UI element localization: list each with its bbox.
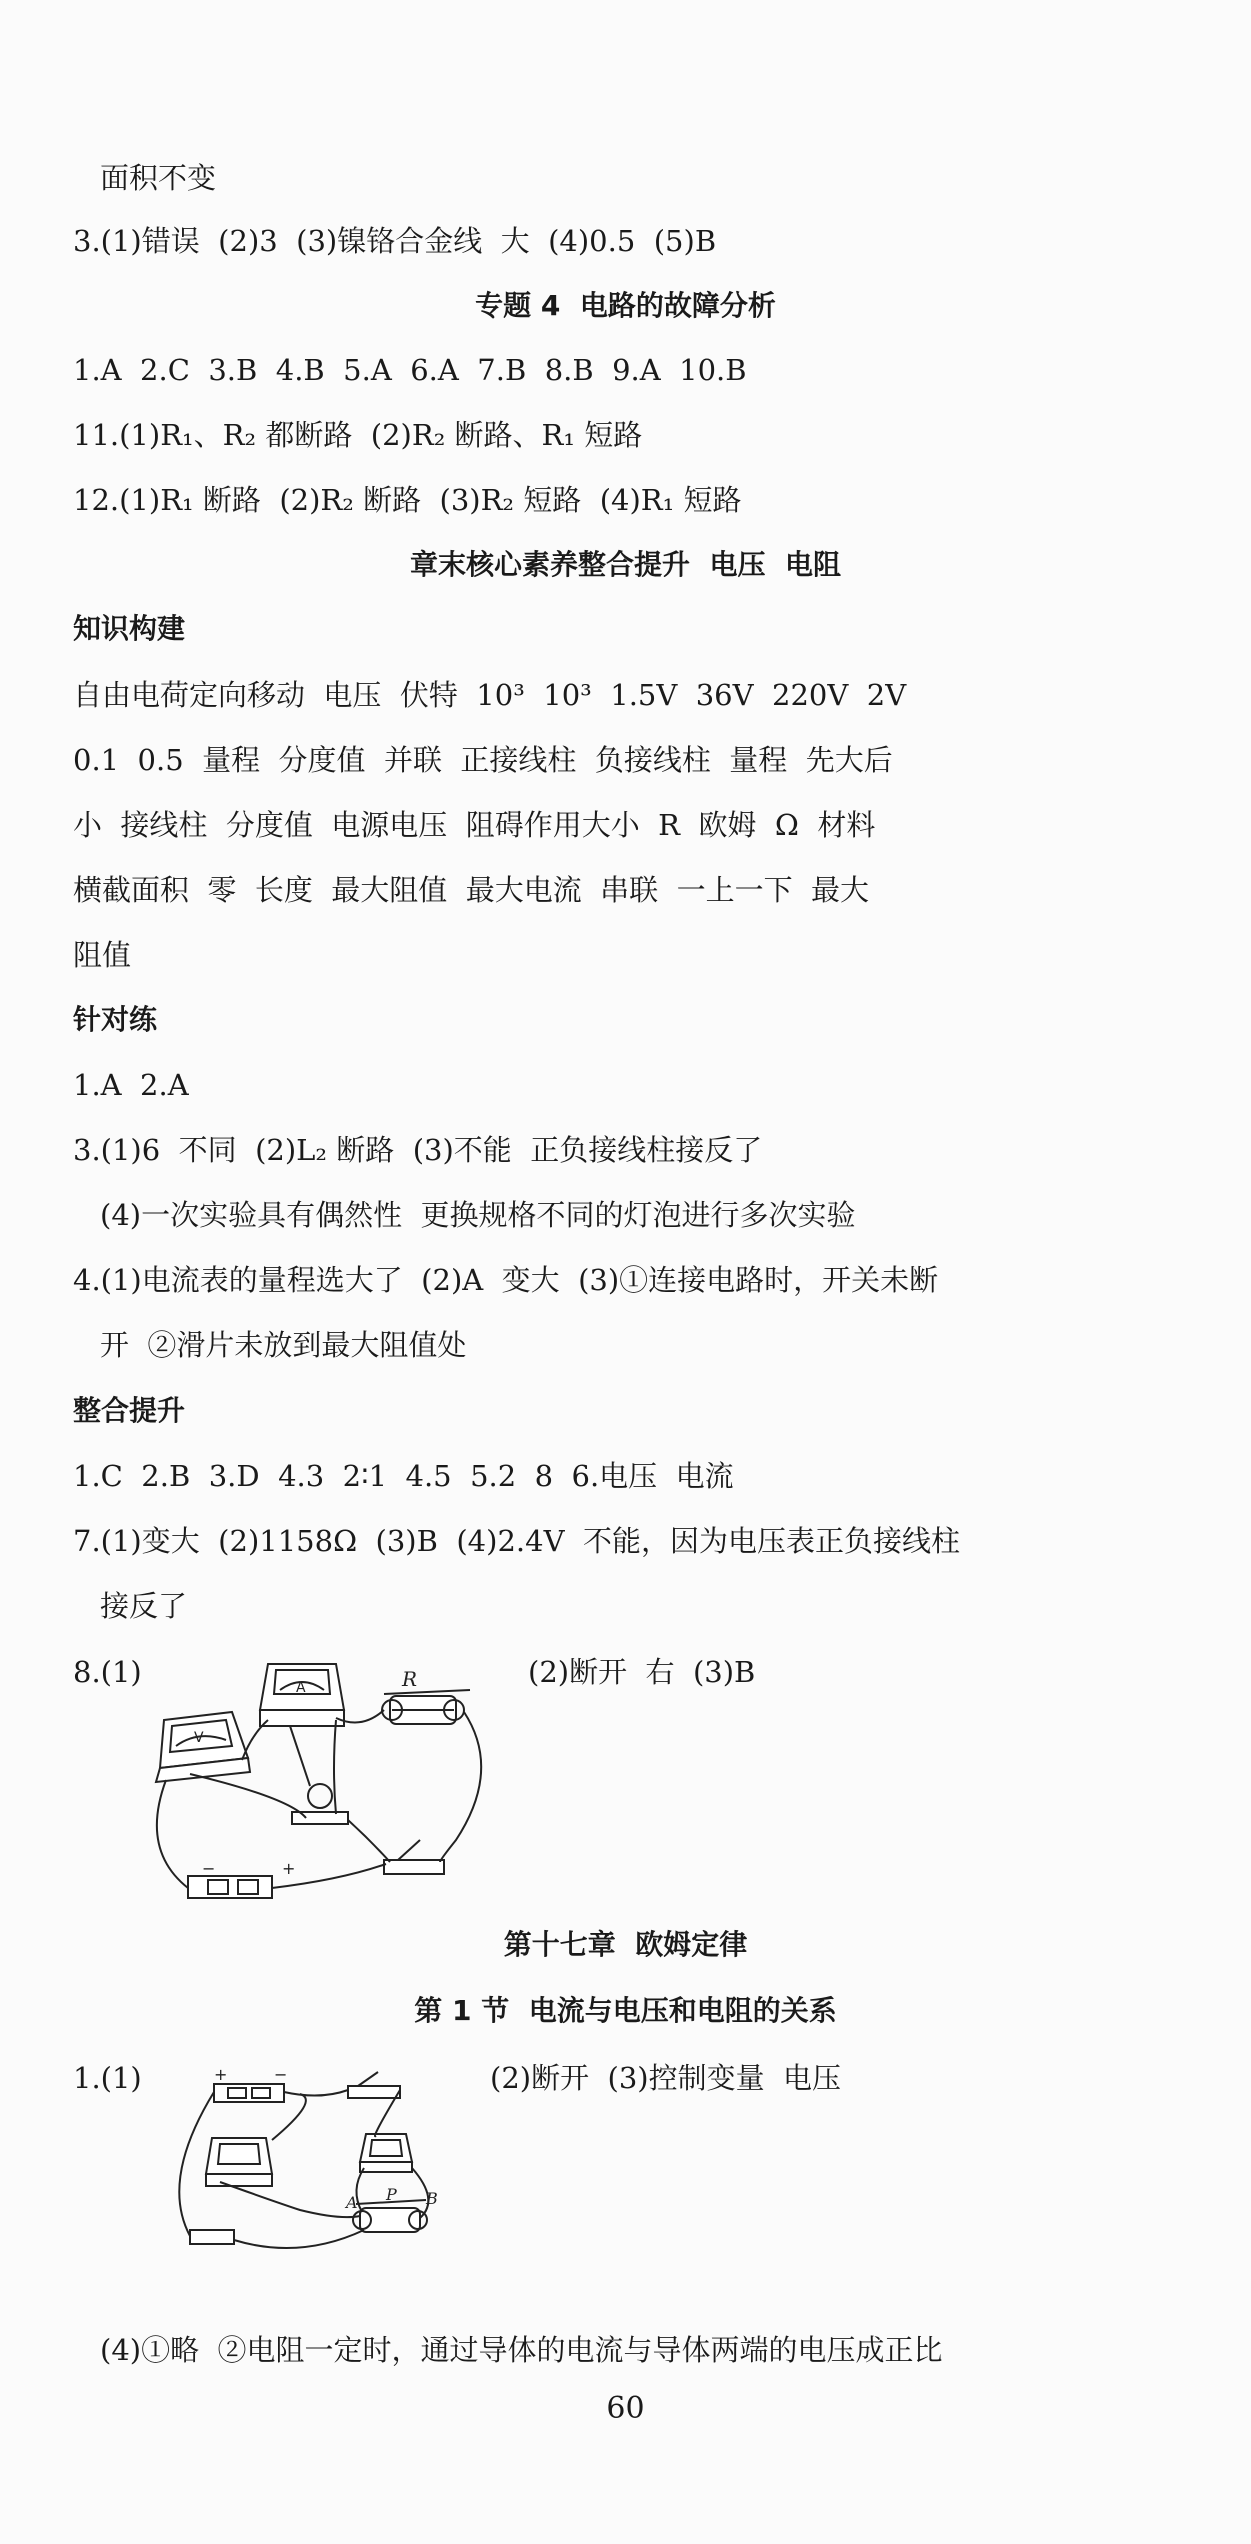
text-line: (2)断开 右 (3)B	[528, 1655, 756, 1689]
text-line: 1.A 2.C 3.B 4.B 5.A 6.A 7.B 8.B 9.A 10.B	[73, 353, 747, 387]
text-line: (4)一次实验具有偶然性 更换规格不同的灯泡进行多次实验	[100, 1198, 856, 1232]
text-line: 4.(1)电流表的量程选大了 (2)A 变大 (3)①连接电路时，开关未断	[73, 1263, 939, 1297]
text-line: (4)①略 ②电阻一定时，通过导体的电流与导体两端的电压成正比	[100, 2333, 943, 2367]
text-line: 3.(1)6 不同 (2)L₂ 断路 (3)不能 正负接线柱接反了	[73, 1133, 763, 1167]
text-line: 小 接线柱 分度值 电源电压 阻碍作用大小 R 欧姆 Ω 材料	[73, 808, 876, 842]
circuit-diagram-2	[150, 2060, 470, 2310]
text-line: 横截面积 零 长度 最大阻值 最大电流 串联 一上一下 最大	[73, 873, 870, 907]
text-line: 1.A 2.A	[73, 1068, 189, 1102]
heading-chapter-17: 第十七章 欧姆定律	[503, 1928, 748, 1961]
heading-practice: 针对练	[73, 1003, 158, 1036]
text-line: (2)断开 (3)控制变量 电压	[490, 2061, 842, 2095]
text-line: 3.(1)错误 (2)3 (3)镍铬合金线 大 (4)0.5 (5)B	[73, 224, 717, 258]
text-line: 开 ②滑片未放到最大阻值处	[100, 1328, 467, 1362]
text-line: 自由电荷定向移动 电压 伏特 10³ 10³ 1.5V 36V 220V 2V	[73, 678, 907, 712]
ammeter-label: A	[296, 1680, 306, 1696]
text-line: 12.(1)R₁ 断路 (2)R₂ 断路 (3)R₂ 短路 (4)R₁ 短路	[73, 483, 742, 517]
heading-section-1: 第 1 节 电流与电压和电阻的关系	[414, 1994, 837, 2027]
text-line: 面积不变	[100, 161, 217, 195]
text-line: 7.(1)变大 (2)1158Ω (3)B (4)2.4V 不能，因为电压表正负接线柱	[73, 1524, 960, 1558]
circuit-diagram-1	[140, 1650, 540, 1910]
slider-p-label: P	[386, 2185, 397, 2204]
battery-minus-label: −	[202, 1859, 216, 1878]
text-line: 接反了	[100, 1589, 188, 1623]
voltmeter-label: V	[194, 1730, 204, 1746]
text-line: 1.C 2.B 3.D 4.3 2∶1 4.5 5.2 8 6.电压 电流	[73, 1459, 734, 1493]
terminal-b-label: B	[426, 2189, 438, 2208]
text-line: 0.1 0.5 量程 分度值 并联 正接线柱 负接线柱 量程 先大后	[73, 743, 893, 777]
terminal-a-label: A	[346, 2193, 358, 2212]
resistor-label: R	[402, 1667, 418, 1691]
battery-plus-label: +	[282, 1859, 296, 1878]
page-number: 60	[606, 2391, 645, 2426]
heading-chapter-end: 章末核心素养整合提升 电压 电阻	[410, 548, 841, 581]
text-line: 阻值	[73, 938, 132, 972]
heading-integration: 整合提升	[73, 1394, 186, 1427]
text-line: 11.(1)R₁、R₂ 都断路 (2)R₂ 断路、R₁ 短路	[73, 418, 643, 452]
heading-topic-4: 专题 4 电路的故障分析	[475, 289, 776, 322]
battery-plus-label: +	[214, 2065, 228, 2084]
text-line: 8.(1)	[73, 1655, 142, 1689]
heading-knowledge: 知识构建	[73, 612, 186, 645]
battery-minus-label: −	[274, 2065, 288, 2084]
text-line: 1.(1)	[73, 2061, 142, 2095]
